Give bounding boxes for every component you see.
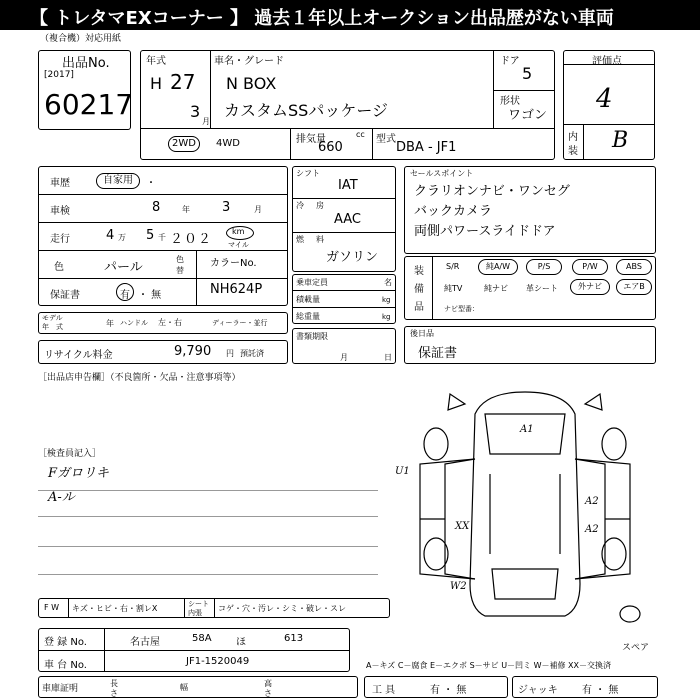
- equip-label-3: 品: [414, 302, 424, 313]
- car-grade: カスタムSSパッケージ: [224, 101, 388, 120]
- month-unit: 月: [202, 117, 210, 126]
- reg-label: 登 録 No.: [44, 637, 87, 648]
- color-value: パール: [104, 260, 143, 275]
- accessories-label: 後日品: [410, 329, 434, 338]
- shift-label: シフト: [296, 169, 320, 178]
- interior-value: B: [612, 128, 629, 153]
- recycle-unit: 円: [226, 349, 234, 358]
- warranty-label: 保証書: [50, 290, 80, 301]
- docs-label: 書類期限: [296, 332, 328, 341]
- load-label: 積載量: [296, 295, 320, 304]
- seat-label-2: 内張: [188, 609, 202, 617]
- tools-label: 工 具: [372, 685, 396, 696]
- navi-model-label: ナビ型番：: [444, 305, 479, 313]
- capacity-label: 乗車定員: [296, 278, 328, 287]
- model-year-label-1: モデル: [42, 314, 63, 322]
- doors-value: 5: [522, 64, 533, 83]
- model-value: DBA - JF1: [396, 140, 457, 155]
- equip-navi: 純ナビ: [484, 284, 508, 293]
- inspector-line-2: A-ル: [48, 490, 75, 505]
- year-value: 27: [170, 70, 196, 94]
- vin-value: JF1-1520049: [186, 656, 250, 667]
- history-value: 自家用: [96, 173, 140, 189]
- inspection-year-unit: 年: [182, 205, 190, 214]
- docs-unit2: 日: [384, 353, 392, 362]
- sales-line-1: クラリオンナビ・ワンセグ: [414, 184, 570, 199]
- drive-2wd: 2WD: [168, 136, 200, 152]
- equip-ps: P/S: [526, 259, 562, 275]
- seat-label-1: シート: [188, 600, 209, 608]
- nen-unit: 年: [106, 319, 114, 328]
- tools-value: 有 ・ 無: [430, 685, 467, 696]
- car-name: N BOX: [226, 74, 277, 93]
- equip-label-1: 装: [414, 266, 424, 277]
- shape-value: ワゴン: [508, 108, 548, 123]
- reg-num: 613: [284, 633, 304, 644]
- recycle-amount: 9,790: [174, 344, 212, 359]
- equip-sr: S/R: [446, 262, 460, 271]
- mileage-man: 4: [106, 228, 115, 243]
- sales-line-3: 両側パワースライドドア: [414, 224, 556, 239]
- seat-line: コゲ・穴・汚レ・シミ・破レ・スレ: [218, 604, 346, 613]
- shift-value: IAT: [338, 178, 358, 193]
- ac-label-1: 冷: [296, 201, 304, 210]
- cert-box: [38, 676, 358, 698]
- ac-value: AAC: [334, 212, 361, 227]
- inspection-month: 3: [222, 200, 231, 215]
- sen-unit: 千: [158, 233, 166, 242]
- shape-label: 形状: [500, 96, 520, 107]
- year-era: H: [150, 74, 163, 93]
- lot-label: 出品No.: [62, 56, 110, 71]
- fuel-label-1: 燃: [296, 235, 304, 244]
- reg-class: 58A: [192, 633, 212, 644]
- name-label: 車名・グレード: [214, 56, 284, 67]
- handle-options: 左・右: [158, 318, 182, 327]
- history-dot: ・: [146, 178, 156, 189]
- mark-xx: XX: [455, 521, 470, 532]
- handle-label: ハンドル: [120, 319, 148, 327]
- recycle-label: リサイクル料金: [44, 350, 113, 361]
- mark-a2-lower: A2: [585, 524, 599, 535]
- mark-w2: W2: [450, 581, 467, 592]
- cert-label: 車庫証明: [42, 684, 79, 694]
- equip-leather: 革シート: [526, 284, 558, 293]
- fuel-label-2: 料: [316, 235, 324, 244]
- equip-pw: P/W: [572, 259, 608, 275]
- accessories-value: 保証書: [418, 346, 458, 361]
- lot-number: 60217: [44, 88, 134, 121]
- equip-label-2: 備: [414, 284, 424, 295]
- sales-label: セールスポイント: [410, 169, 474, 178]
- weight-label: 総重量: [296, 312, 320, 321]
- equip-tv: 純TV: [444, 284, 463, 293]
- warranty-yes: 有: [120, 290, 130, 301]
- mileage-rest: ２０２: [170, 232, 213, 247]
- inspection-year: 8: [152, 200, 161, 215]
- capacity-unit: 名: [384, 278, 392, 287]
- reg-city: 名古屋: [130, 637, 160, 648]
- weight-unit: kg: [382, 313, 391, 321]
- vin-label: 車 台 No.: [44, 660, 87, 671]
- history-label: 車歴: [50, 178, 70, 189]
- mark-a2-upper: A2: [585, 496, 599, 507]
- equip-alloy: 純A/W: [478, 259, 518, 275]
- model-year-label-2: 年 式: [42, 323, 63, 331]
- cert-item-2: さ: [110, 689, 118, 698]
- model-label: 型式: [376, 134, 396, 145]
- colorno-value: NH624P: [210, 282, 263, 297]
- score-value: 4: [596, 84, 613, 114]
- load-unit: kg: [382, 296, 391, 304]
- km-unit: km: [232, 227, 245, 236]
- inspector-label: ［検査員記入］: [38, 449, 102, 459]
- damage-legend: A－キズ C－腐食 E－エクボ S－サビ U－凹ミ W－補修 XX－交換済: [366, 661, 612, 670]
- drive-4wd: 4WD: [216, 138, 240, 149]
- interior-label-2: 装: [568, 146, 578, 157]
- doors-label: ドア: [500, 56, 520, 67]
- equip-ext-navi: 外ナビ: [570, 279, 610, 295]
- sales-line-2: バックカメラ: [414, 204, 493, 219]
- docs-unit: 月: [340, 353, 348, 362]
- mileage-label: 走行: [50, 234, 70, 245]
- inspector-line-1: Fガロリキ: [48, 466, 110, 481]
- colorno-label: カラーNo.: [210, 258, 257, 269]
- interior-label-1: 内: [568, 132, 578, 143]
- inspection-month-unit: 月: [254, 205, 262, 214]
- score-label: 評価点: [592, 56, 622, 67]
- dealer-label: ディーラー・並行: [212, 319, 268, 327]
- cc-unit: cc: [356, 130, 365, 139]
- color-change-1: 色: [176, 255, 184, 264]
- color-change-2: 替: [176, 266, 184, 275]
- displacement-value: 660: [318, 140, 343, 155]
- fw-label: F W: [44, 603, 60, 612]
- cert-item-5: さ: [264, 689, 272, 698]
- spare-label: スペア: [622, 643, 650, 653]
- jack-value: 有 ・ 無: [582, 685, 619, 696]
- inspection-label: 車検: [50, 206, 70, 217]
- equip-abs: ABS: [616, 259, 652, 275]
- fw-line: キズ・ヒビ・右・割レX: [72, 604, 158, 613]
- equip-airbag: エアB: [616, 279, 652, 295]
- month-value: 3: [190, 102, 201, 121]
- displacement-label: 排気量: [296, 134, 326, 145]
- cut-line: （複合機）対応用紙: [40, 34, 122, 44]
- ac-label-2: 房: [316, 201, 324, 210]
- color-label: 色: [54, 262, 64, 273]
- mark-a1: A1: [520, 424, 534, 435]
- year-label: 年式: [146, 56, 166, 67]
- cert-item-3: 幅: [180, 683, 188, 692]
- banner-text: 【 トレタマEXコーナー 】 過去１年以上オークション出品歴がない車両: [30, 8, 614, 29]
- car-damage-diagram: [390, 384, 660, 644]
- warranty-no: ・ 無: [138, 290, 162, 301]
- recycle-note: 預託済: [240, 349, 264, 358]
- mile-unit: マイル: [228, 241, 249, 249]
- seller-notes-label: ［出品店申告欄］（不良箇所・欠品・注意事項等）: [38, 373, 241, 383]
- jack-label: ジャッキ: [518, 685, 558, 696]
- lot-stamp: [2017]: [44, 70, 74, 80]
- cert-item-4: 高: [264, 679, 272, 688]
- mileage-sen: 5: [146, 228, 155, 243]
- man-unit: 万: [118, 233, 126, 242]
- mark-u1: U1: [395, 466, 410, 477]
- fuel-value: ガソリン: [326, 250, 379, 265]
- reg-kana: ほ: [236, 637, 246, 648]
- cert-item-1: 長: [110, 679, 118, 688]
